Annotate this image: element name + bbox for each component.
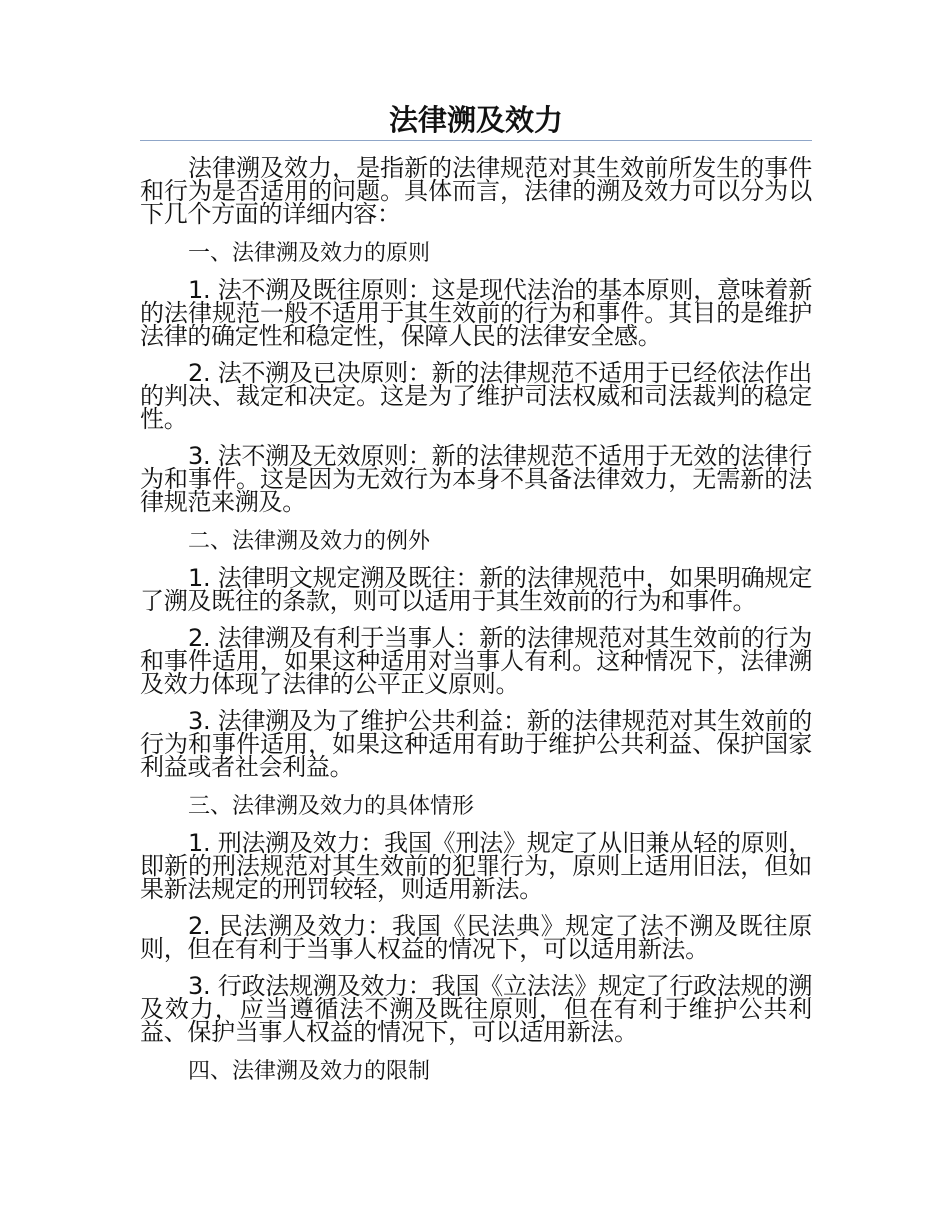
section-heading-specific-cases: 三、法律溯及效力的具体情形 — [188, 794, 475, 819]
paragraph: 3. 行政法规溯及效力：我国《立法法》规定了行政法规的溯及效力，应当遵循法不溯及既往原则，但在有利于维护公共利益、保护当事人权益的情况下，可以适用新法。 — [140, 972, 812, 1046]
title-underline — [140, 140, 812, 141]
document-page — [140, 100, 812, 1097]
section-heading-limitations: 四、法律溯及效力的限制 — [188, 1059, 431, 1084]
document-title: 法律溯及效力 — [388, 103, 563, 137]
paragraph: 3. 法律溯及为了维护公共利益：新的法律规范对其生效前的行为和事件适用，如果这种适用有助于维护公共利益、保护国家利益或者社会利益。 — [140, 707, 812, 781]
paragraph: 3. 法不溯及无效原则：新的法律规范不适用于无效的法律行为和事件。这是因为无效行为本身不具备法律效力，无需新的法律规范来溯及。 — [140, 442, 812, 516]
paragraph: 2. 法不溯及已决原则：新的法律规范不适用于已经依法作出的判决、裁定和决定。这是为了维护司法权威和司法裁判的稳定性。 — [140, 359, 812, 433]
paragraph: 1. 法律明文规定溯及既往：新的法律规范中，如果明确规定了溯及既往的条款，则可以适用于其生效前的行为和事件。 — [140, 564, 812, 615]
paragraph: 2. 法律溯及有利于当事人：新的法律规范对其生效前的行为和事件适用，如果这种适用对当事人有利。这种情况下，法律溯及效力体现了法律的公平正义原则。 — [140, 624, 812, 698]
document-body — [140, 154, 812, 1086]
section-heading-principles: 一、法律溯及效力的原则 — [188, 241, 431, 266]
paragraph: 1. 法不溯及既往原则：这是现代法治的基本原则，意味着新的法律规范一般不适用于其生效前的行为和事件。其目的是维护法律的确定性和稳定性，保障人民的法律安全感。 — [140, 276, 812, 350]
intro-paragraph: 法律溯及效力，是指新的法律规范对其生效前所发生的事件和行为是否适用的问题。具体而言，法律的溯及效力可以分为以下几个方面的详细内容： — [140, 154, 812, 228]
paragraph: 2. 民法溯及效力：我国《民法典》规定了法不溯及既往原则，但在有利于当事人权益的情况下，可以适用新法。 — [140, 912, 812, 963]
section-heading-exceptions: 二、法律溯及效力的例外 — [188, 529, 431, 554]
paragraph: 1. 刑法溯及效力：我国《刑法》规定了从旧兼从轻的原则，即新的刑法规范对其生效前的犯罪行为，原则上适用旧法，但如果新法规定的刑罚较轻，则适用新法。 — [140, 829, 812, 903]
